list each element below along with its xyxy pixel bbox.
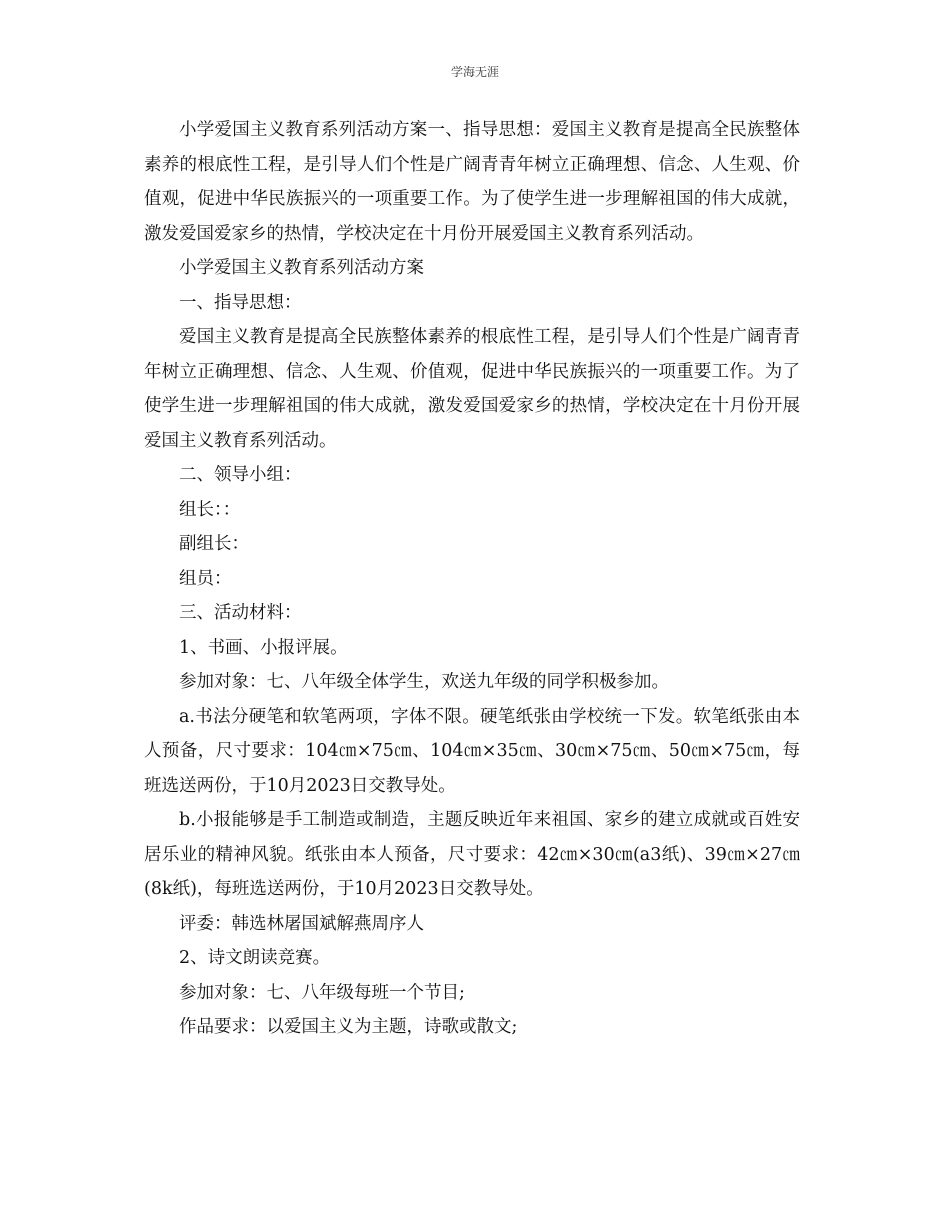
paragraph-intro: 小学爱国主义教育系列活动方案一、指导思想：爱国主义教育是提高全民族整体素养的根底性工程，是引导人们个性是广阔青青年树立正确理想、信念、人生观、价值观，促进中华民族振兴的一项重要工作。为了使学生进一步理解祖国的伟大成就，激发爱国爱家乡的热情，学校决定在十月份开展爱国主义教育系列活动。 xyxy=(144,120,800,244)
item-poetry-reading: 2、诗文朗读竞赛。 xyxy=(179,948,331,968)
paragraph-guiding-ideology: 爱国主义教育是提高全民族整体素养的根底性工程，是引导人们个性是广阔青青年树立正确理想、信念、人生观、价值观，促进中华民族振兴的一项重要工作。为了使学生进一步理解祖国的伟大成就，激发爱国爱家乡的热情，学校决定在十月份开展爱国主义教育系列活动。 xyxy=(144,327,800,451)
item-calligraphy-exhibition: 1、书画、小报评展。 xyxy=(179,637,348,658)
paragraph-participants-2: 参加对象：七、八年级每班一个节目; xyxy=(179,982,465,1003)
line-judges: 评委：韩选林屠国斌解燕周序人 xyxy=(179,913,424,934)
paragraph-calligraphy-rules: a.书法分硬笔和软笔两项，字体不限。硬笔纸张由学校统一下发。软笔纸张由本人预备，尺寸要求：104㎝×75㎝、104㎝×35㎝、30㎝×75㎝、50㎝×75㎝，每班选送两份，于10月2023日交教导处。 xyxy=(144,706,800,796)
paragraph-newspaper-rules: b.小报能够是手工制造或制造，主题反映近年来祖国、家乡的建立成就或百姓安居乐业的精神风貌。纸张由本人预备，尺寸要求：42㎝×30㎝(a3纸)、39㎝×27㎝(8k纸)，每班选送两份，于10月2023日交教导处。 xyxy=(144,810,800,899)
line-deputy-leader: 副组长： xyxy=(179,534,249,554)
heading-guiding-ideology: 一、指导思想： xyxy=(179,292,302,313)
line-members: 组员： xyxy=(179,568,232,589)
document-body xyxy=(144,113,800,1045)
paragraph-participants-1: 参加对象：七、八年级全体学生，欢送九年级的同学积极参加。 xyxy=(179,672,669,692)
paragraph-work-requirements: 作品要求：以爱国主义为主题，诗歌或散文; xyxy=(179,1017,518,1037)
line-group-leader: 组长：： xyxy=(179,499,241,520)
heading-leadership-group: 二、领导小组： xyxy=(179,465,302,485)
heading-activity-materials: 三、活动材料： xyxy=(179,603,302,623)
page-header: 学海无涯 xyxy=(450,65,499,79)
paragraph-title: 小学爱国主义教育系列活动方案 xyxy=(179,258,424,278)
